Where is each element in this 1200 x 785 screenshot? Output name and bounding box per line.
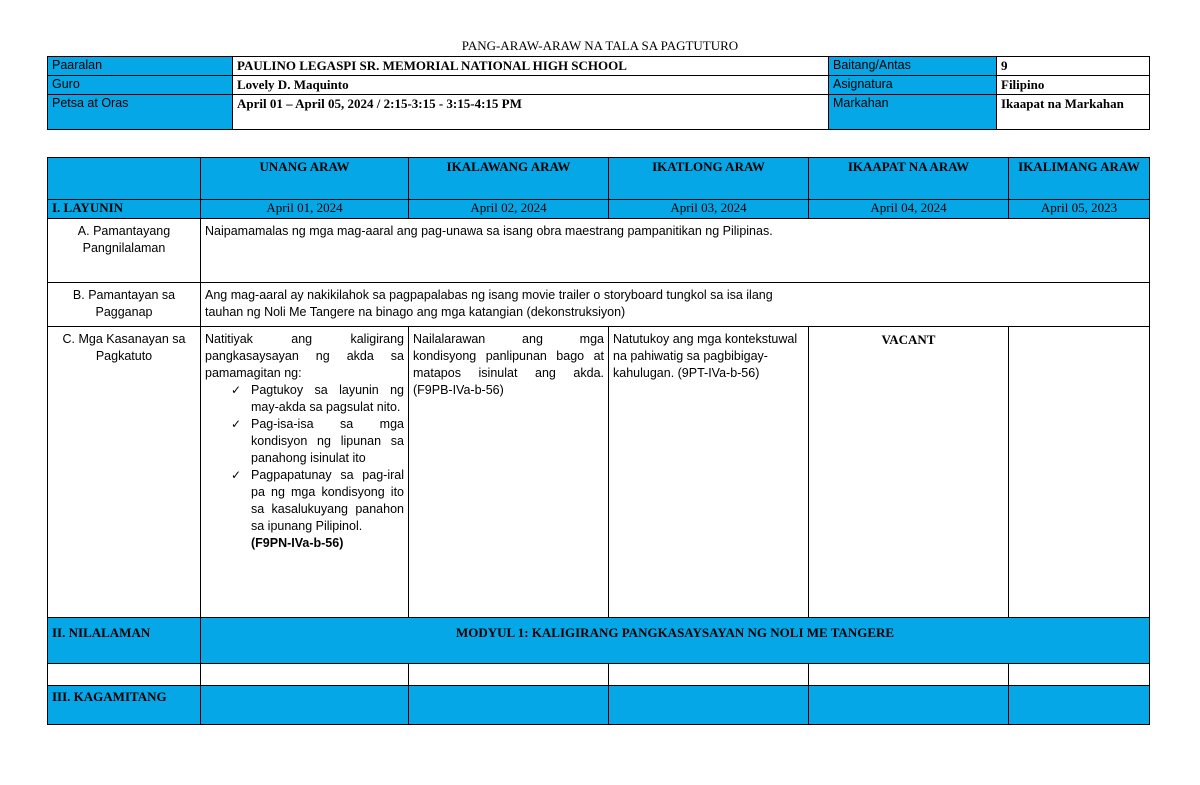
- empty-cell: [201, 664, 409, 686]
- petsa-value: April 01 – April 05, 2024 / 2:15-3:15 - 3:15-4:15 PM: [233, 95, 829, 130]
- petsa-label: Petsa at Oras: [48, 95, 233, 130]
- nilalaman-text: MODYUL 1: KALIGIRANG PANGKASAYSAYAN NG NOLI ME TANGERE: [201, 618, 1150, 664]
- date-cell: April 04, 2024: [809, 200, 1009, 219]
- competency-code: (F9PN-IVa-b-56): [251, 536, 344, 550]
- asignatura-value: Filipino: [997, 76, 1150, 95]
- corner-cell: [48, 158, 201, 200]
- empty-cell: [1009, 686, 1150, 725]
- pamantayan-sa-pagganap-label: B. Pamantayan sa Pagganap: [48, 283, 201, 327]
- list-item: ✓ Pagtukoy sa layunin ng may-akda sa pagsulat nito.: [231, 383, 404, 414]
- day-header: UNANG ARAW: [201, 158, 409, 200]
- empty-cell: [809, 664, 1009, 686]
- date-cell: April 05, 2023: [1009, 200, 1150, 219]
- empty-cell: [609, 686, 809, 725]
- markahan-value: Ikaapat na Markahan: [997, 95, 1150, 130]
- empty-cell: [409, 686, 609, 725]
- lesson-plan-table: [47, 157, 1150, 725]
- empty-cell: [809, 686, 1009, 725]
- date-cell: April 03, 2024: [609, 200, 809, 219]
- checkmark-icon: ✓: [231, 383, 242, 397]
- kasanayan-day3: Natutukoy ang mga kontekstuwal na pahiwatig sa pagbibigay-kahulugan. (9PT-IVa-b-56): [609, 327, 809, 618]
- pamantayang-pangnilalaman-text: Naipamamalas ng mga mag-aaral ang pag-unawa sa isang obra maestrang pampanitikan ng Pilipinas.: [201, 219, 1150, 283]
- kasanayan-label: C. Mga Kasanayan sa Pagkatuto: [48, 327, 201, 618]
- empty-cell: [409, 664, 609, 686]
- kasanayan-day4: VACANT: [809, 327, 1009, 618]
- markahan-label: Markahan: [829, 95, 997, 130]
- kasanayan-day1: [201, 327, 409, 618]
- list-item: ✓ Pag-isa-isa sa mga kondisyon ng lipunan sa panahong isinulat ito: [231, 417, 404, 465]
- pamantayan-sa-pagganap-text: Ang mag-aaral ay nakikilahok sa pagpapalabas ng isang movie trailer o storyboard tungkol sa isa ilang tauhan ng Noli Me Tangere na binago ang mga katangian (dekonstruksiyon): [201, 283, 1150, 327]
- date-cell: April 01, 2024: [201, 200, 409, 219]
- pamantayang-pangnilalaman-label: A. Pamantayang Pangnilalaman: [48, 219, 201, 283]
- kagamitan-heading: III. KAGAMITANG: [48, 686, 201, 725]
- empty-cell: [48, 664, 201, 686]
- kasanayan-day1-intro: Natitiyak ang kaligirang pangkasaysayan ng akda sa pamamagitan ng:: [205, 332, 404, 380]
- day-header: IKALAWANG ARAW: [409, 158, 609, 200]
- paaralan-value: PAULINO LEGASPI SR. MEMORIAL NATIONAL HIGH SCHOOL: [233, 57, 829, 76]
- header-info-table: [47, 56, 1150, 130]
- baitang-value: 9: [997, 57, 1150, 76]
- nilalaman-heading: II. NILALAMAN: [48, 618, 201, 664]
- kasanayan-day1-list: [205, 382, 404, 552]
- empty-cell: [609, 664, 809, 686]
- asignatura-label: Asignatura: [829, 76, 997, 95]
- list-item: ✓ Pagpapatunay sa pag-iral pa ng mga kondisyong ito sa kasalukuyang panahon sa ipunang Pilipinol. (F9PN-IVa-b-56): [231, 468, 404, 550]
- empty-cell: [201, 686, 409, 725]
- empty-cell: [1009, 664, 1150, 686]
- day-header: IKALIMANG ARAW: [1009, 158, 1150, 200]
- checkmark-icon: ✓: [231, 417, 242, 431]
- day-header: IKATLONG ARAW: [609, 158, 809, 200]
- kasanayan-day5: [1009, 327, 1150, 618]
- guro-label: Guro: [48, 76, 233, 95]
- layunin-heading: I. LAYUNIN: [48, 200, 201, 219]
- baitang-label: Baitang/Antas: [829, 57, 997, 76]
- day-header: IKAAPAT NA ARAW: [809, 158, 1009, 200]
- checkmark-icon: ✓: [231, 468, 242, 482]
- date-cell: April 02, 2024: [409, 200, 609, 219]
- kasanayan-day2: Nailalarawan ang mga kondisyong panlipunan bago at matapos isinulat ang akda. (F9PB-IVa-b-56): [409, 327, 609, 618]
- guro-value: Lovely D. Maquinto: [233, 76, 829, 95]
- document-title: PANG-ARAW-ARAW NA TALA SA PAGTUTURO: [461, 38, 739, 53]
- paaralan-label: Paaralan: [48, 57, 233, 76]
